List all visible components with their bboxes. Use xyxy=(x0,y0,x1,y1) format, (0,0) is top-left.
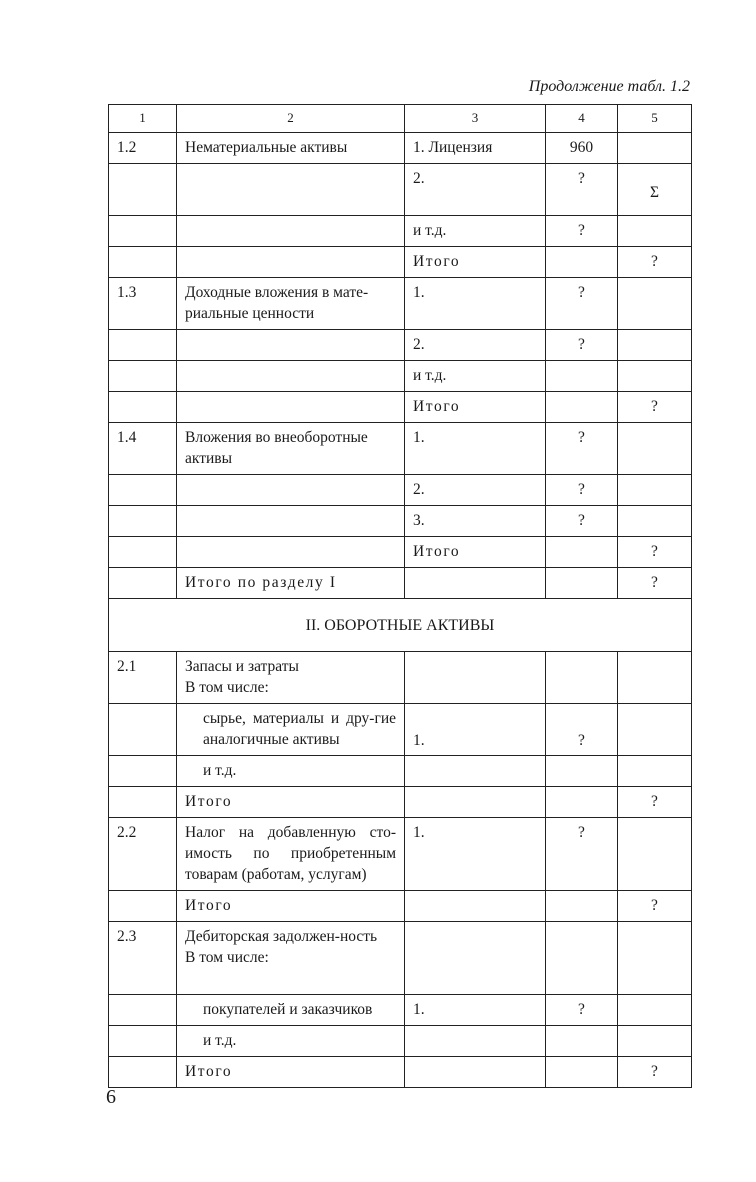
total-cell xyxy=(618,423,692,475)
code-cell: 1.2 xyxy=(109,133,177,164)
table-row xyxy=(109,475,692,506)
code-cell xyxy=(109,247,177,278)
name-cell: Итого xyxy=(177,787,405,818)
name-line: Запасы и затраты xyxy=(185,658,299,675)
item-cell: 1. xyxy=(405,704,546,756)
amount-cell: ? xyxy=(546,330,618,361)
amount-cell xyxy=(546,247,618,278)
item-cell xyxy=(405,652,546,704)
code-cell xyxy=(109,506,177,537)
name-cell: сырье, материалы и дру-гие аналогичные активы xyxy=(177,704,405,756)
amount-cell xyxy=(546,568,618,599)
code-cell xyxy=(109,361,177,392)
table-row xyxy=(109,330,692,361)
table-row xyxy=(109,1026,692,1057)
code-cell xyxy=(109,995,177,1026)
page-number: 6 xyxy=(106,1086,116,1108)
item-cell xyxy=(405,922,546,995)
name-cell: Налог на добавленную сто-имость по приобретенным товарам (работам, услугам) xyxy=(177,818,405,891)
table-row xyxy=(109,818,692,891)
item-cell: Итого xyxy=(405,392,546,423)
name-cell: Доходные вложения в мате-риальные ценности xyxy=(177,278,405,330)
amount-cell xyxy=(546,756,618,787)
header-row xyxy=(109,105,692,133)
name-cell xyxy=(177,330,405,361)
name-cell: и т.д. xyxy=(177,756,405,787)
header-cell: 4 xyxy=(546,105,618,133)
item-cell: Итого xyxy=(405,537,546,568)
item-cell: Итого xyxy=(405,247,546,278)
table-row xyxy=(109,423,692,475)
table-row xyxy=(109,506,692,537)
name-cell xyxy=(177,392,405,423)
item-cell: 1. xyxy=(405,818,546,891)
code-cell xyxy=(109,568,177,599)
table-row xyxy=(109,133,692,164)
amount-cell xyxy=(546,392,618,423)
total-cell xyxy=(618,216,692,247)
table-row xyxy=(109,164,692,216)
table-row xyxy=(109,891,692,922)
total-cell: ? xyxy=(618,1057,692,1088)
table-row xyxy=(109,704,692,756)
code-cell xyxy=(109,330,177,361)
code-cell xyxy=(109,392,177,423)
section-row xyxy=(109,599,692,652)
total-cell xyxy=(618,133,692,164)
total-cell xyxy=(618,704,692,756)
total-cell xyxy=(618,278,692,330)
code-cell xyxy=(109,704,177,756)
item-cell: 2. xyxy=(405,330,546,361)
item-cell xyxy=(405,568,546,599)
header-cell: 2 xyxy=(177,105,405,133)
total-cell: ? xyxy=(618,247,692,278)
amount-cell xyxy=(546,1026,618,1057)
name-cell: покупателей и заказчиков xyxy=(177,995,405,1026)
amount-cell: ? xyxy=(546,475,618,506)
total-cell xyxy=(618,475,692,506)
item-cell: и т.д. xyxy=(405,361,546,392)
code-cell xyxy=(109,164,177,216)
amount-cell xyxy=(546,891,618,922)
name-cell xyxy=(177,361,405,392)
item-cell xyxy=(405,1057,546,1088)
name-cell: и т.д. xyxy=(177,1026,405,1057)
item-cell: 1. xyxy=(405,423,546,475)
amount-cell: ? xyxy=(546,423,618,475)
code-cell: 2.2 xyxy=(109,818,177,891)
table-row xyxy=(109,392,692,423)
amount-cell: ? xyxy=(546,278,618,330)
total-cell xyxy=(618,652,692,704)
name-line: В том числе: xyxy=(185,949,269,966)
name-cell: Итого xyxy=(177,891,405,922)
total-cell xyxy=(618,756,692,787)
total-cell xyxy=(618,818,692,891)
section-title: II. ОБОРОТНЫЕ АКТИВЫ xyxy=(109,599,692,652)
table-caption: Продолжение табл. 1.2 xyxy=(528,78,690,95)
total-cell: ? xyxy=(618,568,692,599)
amount-cell: ? xyxy=(546,216,618,247)
table-row xyxy=(109,361,692,392)
sum-symbol: Σ xyxy=(649,184,660,201)
table-row xyxy=(109,756,692,787)
total-cell: ? xyxy=(618,392,692,423)
amount-cell: 960 xyxy=(546,133,618,164)
amount-cell xyxy=(546,787,618,818)
header-cell: 5 xyxy=(618,105,692,133)
table-row xyxy=(109,1057,692,1088)
code-cell xyxy=(109,1026,177,1057)
name-cell: Нематериальные активы xyxy=(177,133,405,164)
table-row xyxy=(109,216,692,247)
total-cell xyxy=(618,361,692,392)
amount-cell xyxy=(546,1057,618,1088)
item-cell xyxy=(405,1026,546,1057)
name-cell: Вложения во внеоборотные активы xyxy=(177,423,405,475)
name-cell xyxy=(177,506,405,537)
code-cell xyxy=(109,475,177,506)
item-cell: 1. Лицензия xyxy=(405,133,546,164)
total-cell xyxy=(618,506,692,537)
total-cell: ? xyxy=(618,891,692,922)
code-cell xyxy=(109,537,177,568)
table-row xyxy=(109,278,692,330)
table-row xyxy=(109,537,692,568)
amount-cell xyxy=(546,652,618,704)
amount-cell: ? xyxy=(546,704,618,756)
name-cell xyxy=(177,652,405,704)
total-cell xyxy=(618,330,692,361)
amount-cell: ? xyxy=(546,506,618,537)
code-cell xyxy=(109,1057,177,1088)
item-cell: 2. xyxy=(405,475,546,506)
header-cell: 3 xyxy=(405,105,546,133)
item-cell: 3. xyxy=(405,506,546,537)
total-cell: ? xyxy=(618,537,692,568)
table-row xyxy=(109,247,692,278)
table-row xyxy=(109,787,692,818)
item-cell: 1. xyxy=(405,278,546,330)
name-cell xyxy=(177,537,405,568)
name-cell xyxy=(177,247,405,278)
item-cell: и т.д. xyxy=(405,216,546,247)
name-line: Дебиторская задолжен-ность xyxy=(185,928,378,945)
item-cell xyxy=(405,787,546,818)
name-cell: Итого по разделу I xyxy=(177,568,405,599)
code-cell: 2.1 xyxy=(109,652,177,704)
total-cell xyxy=(618,995,692,1026)
amount-cell: ? xyxy=(546,164,618,216)
table-row xyxy=(109,568,692,599)
amount-cell xyxy=(546,361,618,392)
code-cell xyxy=(109,756,177,787)
code-cell xyxy=(109,787,177,818)
amount-cell xyxy=(546,537,618,568)
name-cell: Итого xyxy=(177,1057,405,1088)
code-cell xyxy=(109,891,177,922)
total-cell xyxy=(618,1026,692,1057)
item-cell xyxy=(405,891,546,922)
code-cell xyxy=(109,216,177,247)
balance-table xyxy=(108,104,692,1088)
code-cell: 1.4 xyxy=(109,423,177,475)
amount-cell: ? xyxy=(546,818,618,891)
item-cell xyxy=(405,756,546,787)
name-cell xyxy=(177,475,405,506)
table-row xyxy=(109,652,692,704)
total-cell: ? xyxy=(618,787,692,818)
total-cell xyxy=(618,922,692,995)
table-row xyxy=(109,922,692,995)
name-cell xyxy=(177,216,405,247)
code-cell: 2.3 xyxy=(109,922,177,995)
amount-cell: ? xyxy=(546,995,618,1026)
amount-cell xyxy=(546,922,618,995)
code-cell: 1.3 xyxy=(109,278,177,330)
name-cell xyxy=(177,922,405,995)
header-cell: 1 xyxy=(109,105,177,133)
total-cell xyxy=(618,164,692,216)
item-cell: 1. xyxy=(405,995,546,1026)
name-line: В том числе: xyxy=(185,679,269,696)
table-row xyxy=(109,995,692,1026)
item-cell: 2. xyxy=(405,164,546,216)
name-cell xyxy=(177,164,405,216)
